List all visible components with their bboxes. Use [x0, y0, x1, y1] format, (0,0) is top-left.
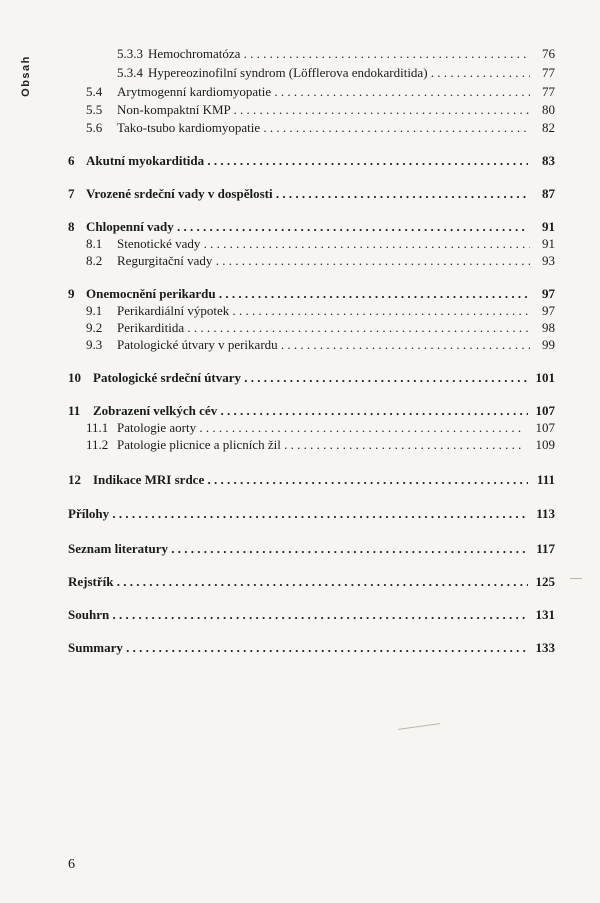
- toc-chapter-number: 10: [68, 370, 81, 385]
- toc-entry[interactable]: [0, 64, 600, 82]
- toc-entry-page: 93: [542, 253, 555, 268]
- toc-entry[interactable]: [0, 336, 600, 354]
- toc-entry[interactable]: [0, 252, 600, 270]
- toc-entry-title: Non-kompaktní KMP . . .: [117, 101, 530, 119]
- toc-backmatter-title: Rejstřík . . .: [68, 573, 528, 591]
- toc-chapter-number: 6: [68, 153, 75, 168]
- toc-backmatter[interactable]: [0, 606, 600, 624]
- toc-backmatter-title: Seznam literatury . . .: [68, 540, 528, 558]
- toc-entry-page: 99: [542, 337, 555, 352]
- toc-chapter-page: 91: [542, 219, 555, 234]
- toc-entry-title: Hypereozinofilní syndrom (Löfflerova endokarditida) . . .: [148, 64, 530, 82]
- toc-entry-page: 107: [535, 420, 555, 435]
- scan-speck: [570, 578, 582, 579]
- toc-entry-title: Regurgitační vady . . .: [117, 252, 530, 270]
- toc-chapter[interactable]: [0, 402, 600, 420]
- toc-entry-page: 91: [542, 236, 555, 251]
- toc-chapter[interactable]: [0, 218, 600, 236]
- toc-chapter-number: 11: [68, 403, 81, 418]
- toc-chapter-title: Zobrazení velkých cév . . .: [93, 402, 528, 420]
- side-label-text: Obsah: [20, 55, 33, 97]
- toc-entry[interactable]: [0, 302, 600, 320]
- toc-entry[interactable]: [0, 419, 600, 437]
- toc-entry-title: Arytmogenní kardiomyopatie . . .: [117, 83, 530, 101]
- toc-entry-page: 76: [542, 46, 555, 61]
- toc-entry-number: 5.3.4: [117, 65, 143, 80]
- toc-entry-number: 8.1: [86, 236, 103, 251]
- toc-entry-number: 5.3.3: [117, 46, 143, 61]
- toc-chapter[interactable]: [0, 285, 600, 303]
- toc-chapter[interactable]: [0, 471, 600, 489]
- toc-chapter-number: 12: [68, 472, 81, 487]
- toc-entry-page: 109: [535, 437, 555, 452]
- toc-entry-number: 9.3: [86, 337, 103, 352]
- toc-backmatter-page: 131: [535, 607, 555, 622]
- toc-chapter-title: Indikace MRI srdce . . .: [93, 471, 528, 489]
- toc-chapter-number: 7: [68, 186, 75, 201]
- toc-entry[interactable]: [0, 319, 600, 337]
- toc-entry-page: 98: [542, 320, 555, 335]
- toc-backmatter[interactable]: [0, 505, 600, 523]
- toc-entry-title: Patologie aorty . . .: [117, 419, 522, 437]
- toc-backmatter-title: Summary . . .: [68, 639, 528, 657]
- toc-backmatter[interactable]: [0, 573, 600, 591]
- toc-chapter-page: 111: [536, 472, 555, 487]
- toc-entry-page: 82: [542, 120, 555, 135]
- toc-entry-number: 9.2: [86, 320, 103, 335]
- toc-entry-number: 5.6: [86, 120, 103, 135]
- toc-chapter-title: Vrozené srdeční vady v dospělosti . . .: [86, 185, 528, 203]
- toc-backmatter-page: 117: [536, 541, 555, 556]
- toc-entry[interactable]: [0, 45, 600, 63]
- toc-backmatter[interactable]: [0, 639, 600, 657]
- toc-backmatter-page: 113: [536, 506, 555, 521]
- toc-chapter-title: Chlopenní vady . . .: [86, 218, 528, 236]
- toc-entry-title: Perikardiální výpotek . . .: [117, 302, 530, 320]
- toc-entry[interactable]: [0, 235, 600, 253]
- toc-entry-title: Patologické útvary v perikardu . . .: [117, 336, 530, 354]
- page-number: 6: [68, 857, 75, 872]
- toc-backmatter-title: Přílohy . . .: [68, 505, 528, 523]
- toc-entry[interactable]: [0, 83, 600, 101]
- toc-entry-number: 5.4: [86, 84, 103, 99]
- toc-backmatter-page: 125: [535, 574, 555, 589]
- toc-entry-title: Patologie plicnice a plicních žil . . .: [117, 436, 522, 454]
- toc-entry-title: Hemochromatóza . . .: [148, 45, 530, 63]
- toc-chapter[interactable]: [0, 185, 600, 203]
- toc-chapter-page: 97: [542, 286, 555, 301]
- toc-entry-page: 80: [542, 102, 555, 117]
- toc-chapter-title: Patologické srdeční útvary . . .: [93, 369, 528, 387]
- toc-backmatter[interactable]: [0, 540, 600, 558]
- toc-entry[interactable]: [0, 436, 600, 454]
- toc-chapter[interactable]: [0, 152, 600, 170]
- toc-backmatter-title: Souhrn . . .: [68, 606, 528, 624]
- toc-chapter-title: Onemocnění perikardu . . .: [86, 285, 528, 303]
- toc-entry-title: Tako-tsubo kardiomyopatie . . .: [117, 119, 530, 137]
- toc-entry-title: Stenotické vady . . .: [117, 235, 530, 253]
- toc-entry-number: 11.1: [86, 420, 109, 435]
- toc-entry-number: 8.2: [86, 253, 103, 268]
- toc-chapter-page: 87: [542, 186, 555, 201]
- toc-chapter-number: 8: [68, 219, 75, 234]
- toc-chapter-page: 101: [535, 370, 555, 385]
- toc-entry-page: 97: [542, 303, 555, 318]
- toc-entry-page: 77: [542, 84, 555, 99]
- toc-entry-number: 11.2: [86, 437, 109, 452]
- toc-chapter-page: 107: [535, 403, 555, 418]
- toc-entry[interactable]: [0, 119, 600, 137]
- toc-entry-number: 9.1: [86, 303, 103, 318]
- toc-entry-number: 5.5: [86, 102, 103, 117]
- toc-backmatter-page: 133: [535, 640, 555, 655]
- toc-chapter-number: 9: [68, 286, 75, 301]
- toc-entry-title: Perikarditida . . .: [117, 319, 530, 337]
- toc-chapter-page: 83: [542, 153, 555, 168]
- toc-chapter[interactable]: [0, 369, 600, 387]
- toc-chapter-title: Akutní myokarditida . . .: [86, 152, 528, 170]
- toc-entry[interactable]: [0, 101, 600, 119]
- scan-speck: [398, 723, 440, 730]
- toc-entry-page: 77: [542, 65, 555, 80]
